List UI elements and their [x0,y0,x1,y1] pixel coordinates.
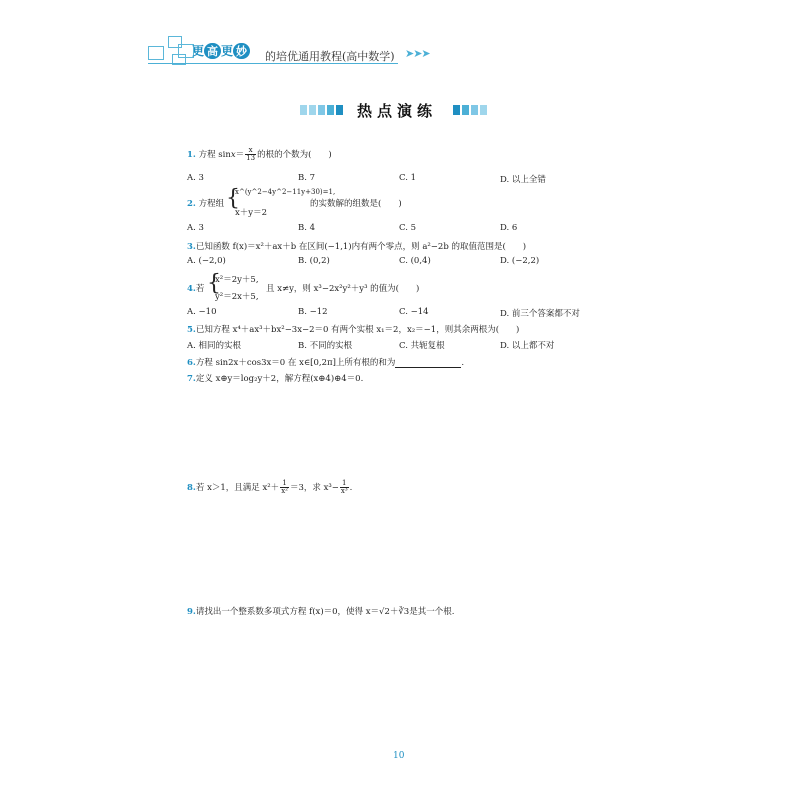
option-b: B. −12 [298,307,328,317]
title-block-icon [480,105,487,115]
question-1: 1. 方程 sinx＝ $\frac{x}{13}$ 的根的个数为( ) [187,146,332,162]
question-4: 4.若 [187,284,205,294]
page-number: 10 [393,751,405,761]
option-c: C. 共轭复根 [399,341,445,351]
option-c: C. 1 [399,173,417,183]
section-title [300,101,500,121]
title-block-icon [453,105,460,115]
question-9: 9.请找出一个整系数多项式方程 f(x)＝0，使得 x＝√2＋∛3是其一个根. [187,607,455,617]
book-title: 的培优通用教程(高中数学) [265,50,395,63]
title-block-icon [462,105,469,115]
option-c: C. −14 [399,307,429,317]
option-b: B. 7 [298,173,316,183]
title-block-icon [327,105,334,115]
question-3: 3.已知函数 f(x)＝x²＋ax＋b 在区间(−1,1)内有两个零点，则 a²−2b 的取值范围是( ) [187,242,527,252]
system-line-2: x＋y＝2 [235,208,268,218]
question-5: 5.已知方程 x⁴＋ax³＋bx²−3x−2＝0 有两个实根 x₁＝2，x₂＝−1，则其余两根为( ) [187,325,520,335]
question-4-tail: 且 x≠y，则 x³−2x²y²＋y³ 的值为( ) [266,284,420,294]
option-b: B. 4 [298,223,316,233]
option-a: A. −10 [187,307,217,317]
option-b: B. 不同的实根 [298,341,353,351]
question-8: 8.若 x＞1，且满足 x²＋ $\frac{1}{\text{x²}}$ ＝3，求 x³− $\frac{1}{\text{x³}}$ . [187,479,353,495]
header-square-icon [148,46,164,60]
title-block-icon [300,105,307,115]
arrow-icon: ➤➤➤ [405,47,430,60]
title-block-icon [471,105,478,115]
brace-icon: { [207,271,221,296]
option-b: B. (0,2) [298,256,330,266]
system-line-2: y²＝2x＋5, [215,292,259,302]
question-6: 6.方程 sin2x＋cos3x＝0 在 x∈[0,2π]上所有根的和为 . [187,358,465,368]
question-2-tail: 的实数解的组数是( ) [310,199,402,209]
option-a: A. 3 [187,223,204,233]
question-2: 2. 方程组 [187,199,225,209]
option-c: C. (0,4) [399,256,431,266]
option-d: D. (−2,2) [500,256,540,266]
series-logo: 更 高 更 妙 [192,42,250,59]
title-block-icon [336,105,343,115]
option-c: C. 5 [399,223,417,233]
option-a: A. 相同的实根 [187,341,242,351]
option-d: D. 以上都不对 [500,341,555,351]
question-7: 7.定义 x⊕y＝log₂y＋2，解方程(x⊕4)⊕4＝0. [187,374,364,384]
fraction: $\frac{1}{\text{x²}}$ [281,479,288,495]
title-block-icon [309,105,316,115]
title-block-icon [318,105,325,115]
answer-blank[interactable] [395,359,461,368]
option-d: D. 以上全错 [500,175,546,185]
option-d: D. 前三个答案都不对 [500,309,580,319]
system-line-1: x²＝2y＋5, [215,275,259,285]
section-title-text: 热点演练 [357,102,438,120]
option-a: A. (−2,0) [187,256,226,266]
option-a: A. 3 [187,173,204,183]
system-line-1: x^(y^2−4y^2−11y+30)=1, [235,188,336,196]
fraction: $\frac{x}{13}$ [246,146,256,162]
fraction: $\frac{1}{\text{x³}}$ [340,479,348,495]
option-d: D. 6 [500,223,518,233]
brace-icon: { [226,186,240,211]
